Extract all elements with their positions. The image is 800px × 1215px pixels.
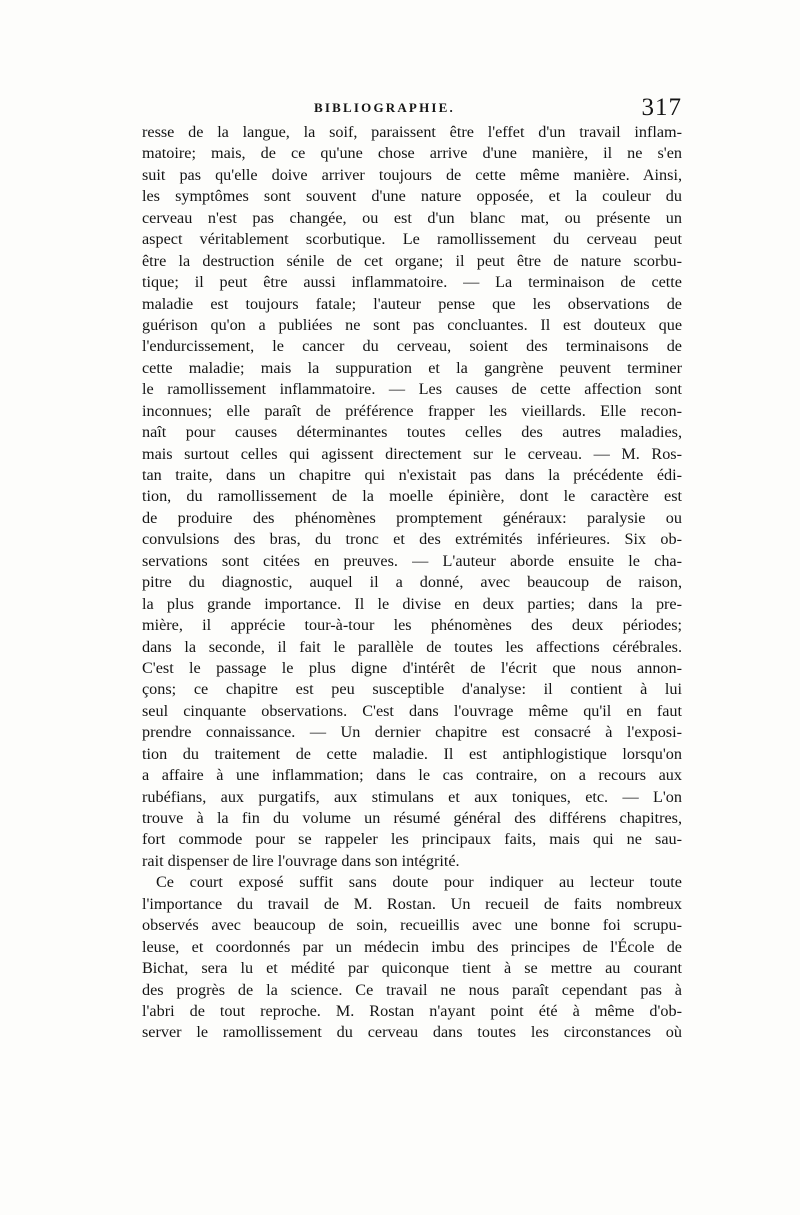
text-line: la plus grande importance. Il le divise en deux parties; dans la pre- bbox=[142, 594, 682, 613]
text-line: a affaire à une inflammation; dans le cas contraire, on a recours aux bbox=[142, 766, 682, 785]
text-line: çons; ce chapitre est peu susceptible d'analyse: il contient à lui bbox=[142, 680, 682, 699]
text-line: trouve à la fin du volume un résumé général des différens chapitres, bbox=[142, 809, 682, 827]
text-line: cerveau n'est pas changée, ou est d'un blanc mat, ou présente un bbox=[142, 208, 682, 227]
text-line: observés avec beaucoup de soin, recueillis avec une bonne foi scrupu- bbox=[142, 916, 682, 935]
text-line: guérison qu'on a publiées ne sont pas concluantes. Il est douteux que bbox=[142, 315, 682, 334]
page-number: 317 bbox=[641, 94, 682, 121]
text-line: convulsions des bras, du tronc et des extrémités inférieures. Six ob- bbox=[142, 530, 682, 549]
text-line: server le ramollissement du cerveau dans toutes les circonstances où bbox=[142, 1023, 682, 1042]
text-line: seul cinquante observations. C'est dans l'ouvrage même qu'il en faut bbox=[142, 701, 682, 720]
text-line: servations sont citées en preuves. — L'auteur aborde ensuite le cha- bbox=[142, 551, 682, 570]
text-line: mais surtout celles qui agissent directement sur le cerveau. — M. Ros- bbox=[142, 444, 682, 463]
text-line: être la destruction sénile de cet organe; il peut être de nature scorbu- bbox=[142, 251, 682, 270]
text-line: le ramollissement inflammatoire. — Les causes de cette affection sont bbox=[142, 380, 682, 399]
text-line: maladie est toujours fatale; l'auteur pense que les observations de bbox=[142, 294, 682, 313]
text-line: les symptômes sont souvent d'une nature opposée, et la couleur du bbox=[142, 187, 682, 206]
text-line: rait dispenser de lire l'ouvrage dans son intégrité. bbox=[142, 851, 460, 870]
body-text bbox=[142, 122, 682, 1044]
text-line: pitre du diagnostic, auquel il a donné, avec beaucoup de raison, bbox=[142, 573, 682, 592]
text-line: leuse, et coordonnés par un médecin imbu des principes de l'École de bbox=[142, 937, 682, 956]
text-line: Bichat, sera lu et médité par quiconque tient à se mettre au courant bbox=[142, 959, 682, 978]
text-line: C'est le passage le plus digne d'intérêt de l'écrit que nous annon- bbox=[142, 658, 682, 677]
running-head: BIBLIOGRAPHIE. bbox=[314, 100, 455, 115]
text-line: rubéfians, aux purgatifs, aux stimulans et aux toniques, etc. — L'on bbox=[142, 787, 682, 806]
text-line: mière, il apprécie tour-à-tour les phénomènes des deux périodes; bbox=[142, 616, 682, 635]
text-line: resse de la langue, la soif, paraissent être l'effet d'un travail inflam- bbox=[142, 123, 682, 141]
text-line: naît pour causes déterminantes toutes celles des autres maladies, bbox=[142, 423, 682, 442]
text-line: fort commode pour se rappeler les principaux faits, mais qui ne sau- bbox=[142, 830, 682, 849]
text-line: suit pas qu'elle doive arriver toujours de cette même manière. Ainsi, bbox=[142, 165, 682, 184]
text-line: de produire des phénomènes promptement généraux: paralysie ou bbox=[142, 508, 682, 527]
text-line: aspect véritablement scorbutique. Le ramollissement du cerveau peut bbox=[142, 230, 682, 249]
text-line: tion, du ramollissement de la moelle épinière, dont le caractère est bbox=[142, 487, 682, 506]
text-line: inconnues; elle paraît de préférence frapper les vieillards. Elle recon- bbox=[142, 401, 682, 420]
text-line: l'abri de tout reproche. M. Rostan n'ayant point été à même d'ob- bbox=[142, 1001, 682, 1020]
text-line: prendre connaissance. — Un dernier chapitre est consacré à l'exposi- bbox=[142, 723, 682, 742]
text-line: l'importance du travail de M. Rostan. Un recueil de faits nombreux bbox=[142, 894, 682, 913]
text-line: dans la seconde, il fait le parallèle de toutes les affections cérébrales. bbox=[142, 637, 682, 656]
text-line: matoire; mais, de ce qu'une chose arrive d'une manière, il ne s'en bbox=[142, 144, 682, 163]
text-line: l'endurcissement, le cancer du cerveau, soient des terminaisons de bbox=[142, 337, 682, 356]
text-line: tique; il peut être aussi inflammatoire. — La terminaison de cette bbox=[142, 273, 682, 292]
text-line: cette maladie; mais la suppuration et la gangrène peuvent terminer bbox=[142, 358, 682, 377]
text-line: tan traite, dans un chapitre qui n'existait pas dans la précédente édi- bbox=[142, 466, 682, 484]
page-header bbox=[142, 96, 682, 120]
text-line: Ce court exposé suffit sans doute pour indiquer au lecteur toute bbox=[156, 873, 682, 892]
text-line: tion du traitement de cette maladie. Il est antiphlogistique lorsqu'on bbox=[142, 744, 682, 763]
text-line: des progrès de la science. Ce travail ne nous paraît cependant pas à bbox=[142, 980, 682, 999]
